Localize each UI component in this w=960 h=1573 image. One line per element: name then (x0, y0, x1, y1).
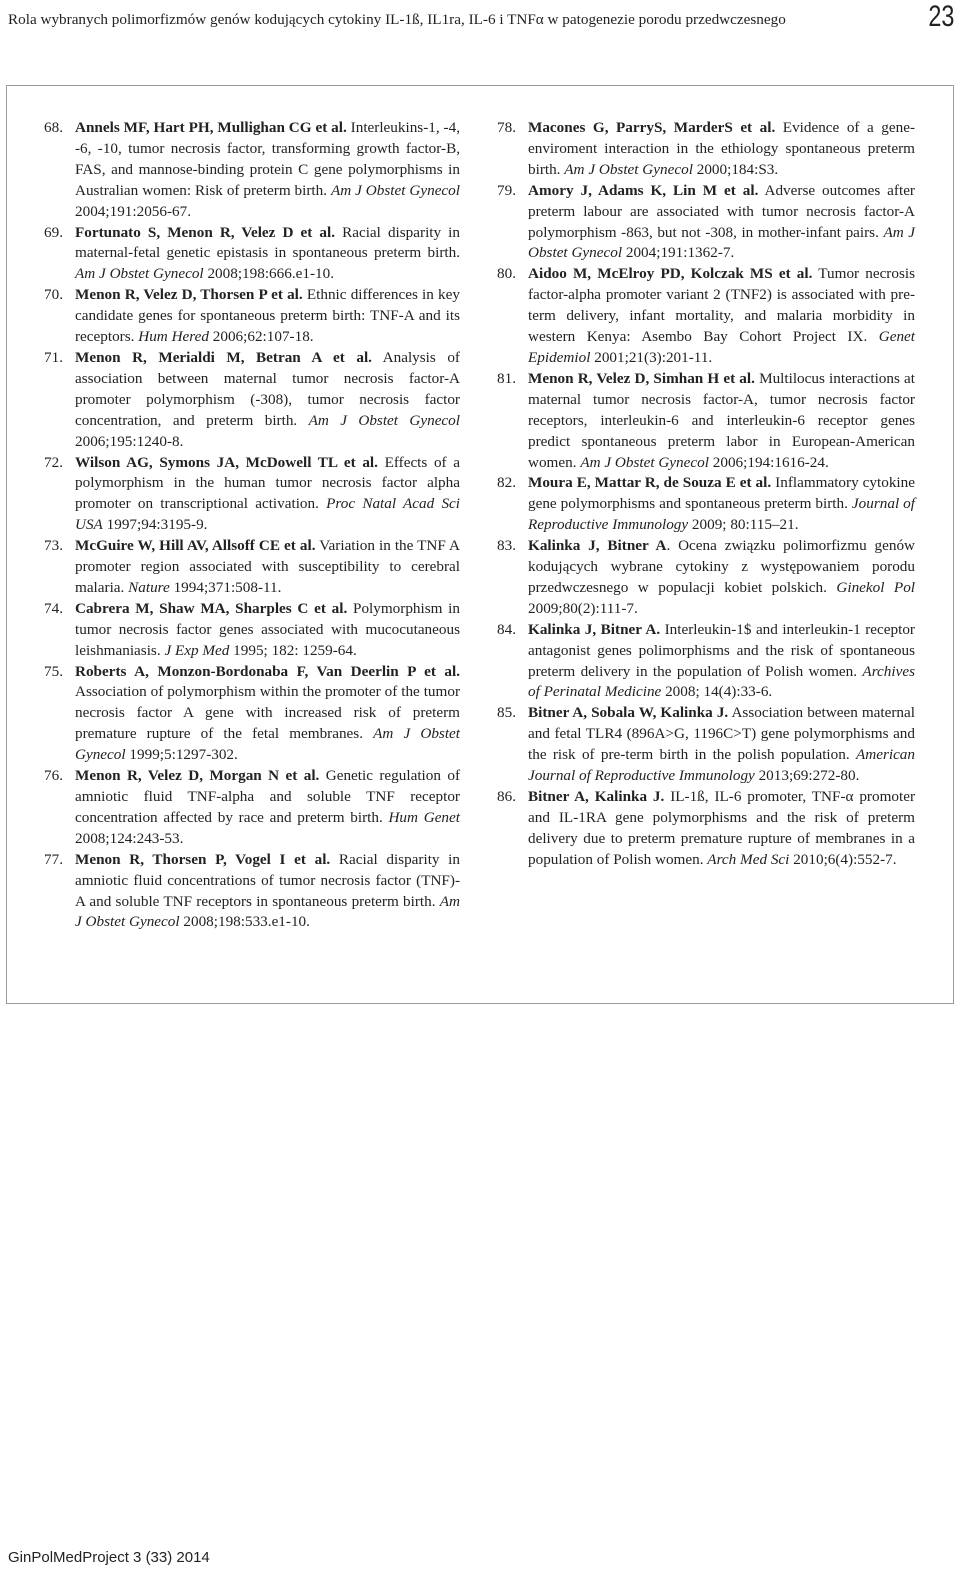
reference-authors: Annels MF, Hart PH, Mullighan CG et al. (75, 119, 347, 136)
reference-journal: Am J Obstet Gynecol (75, 725, 461, 764)
reference-authors: Amory J, Adams K, Lin M et al. (528, 181, 759, 199)
reference-number: 70. (44, 286, 63, 304)
running-title: Rola wybranych polimorfizmów genów kodujących cytokiny IL-1ß, IL1ra, IL-6 i TNFα w patogenezie porodu przedwczesnego (8, 11, 786, 28)
reference-journal: J Exp Med (164, 641, 230, 659)
reference-authors: Menon R, Velez D, Simhan H et al. (528, 369, 755, 387)
reference-details: 2010;6(4):552-7. (789, 850, 897, 868)
reference-details: 2001;21(3):201-11. (590, 348, 713, 366)
footer-journal-issue: GinPolMedProject 3 (33) 2014 (8, 1549, 210, 1566)
reference-authors: Bitner A, Sobala W, Kalinka J. (528, 704, 729, 722)
reference-authors: Macones G, ParryS, MarderS et al. (528, 119, 776, 136)
reference-journal: Hum Hered (138, 328, 209, 346)
reference-number: 69. (44, 223, 63, 241)
reference-authors: McGuire W, Hill AV, Allsoff CE et al. (75, 537, 316, 555)
reference-title: Multilocus interactions at maternal tumor necrosis factor-A, tumor necrosis factor receptors, interleukin-6 and interleukin-6 receptor genes predict spontaneous preterm labor in European-American women. (528, 369, 915, 471)
reference-item (44, 599, 460, 662)
reference-details: 2009;80(2):111-7. (528, 599, 638, 617)
reference-details: 2013;69:272-80. (754, 767, 860, 785)
reference-number: 80. (497, 265, 516, 283)
reference-details: 2008;198:666.e1-10. (203, 265, 334, 283)
references-column-left (44, 118, 460, 933)
reference-details: 1999;5:1297-302. (125, 746, 238, 764)
reference-item (44, 662, 460, 767)
reference-authors: Wilson AG, Symons JA, McDowell TL et al. (75, 453, 378, 471)
reference-title: IL-1ß, IL-6 promoter, TNF-α promoter and IL-1RA gene polymorphisms and the risk of preterm delivery due to preterm premature rupture of membranes in a population of Polish women. (528, 788, 915, 868)
reference-details: 2006;194:1616-24. (708, 453, 829, 471)
reference-title: Genetic regulation of amniotic fluid TNF-alpha and soluble TNF receptor concentration affected by race and preterm birth. (75, 767, 461, 826)
reference-journal: Journal of Reproductive Immunology (528, 495, 915, 534)
reference-item (44, 348, 460, 453)
reference-title: Variation in the TNF A promoter region associated with susceptibility to cerebral malaria. (75, 537, 461, 596)
reference-journal: American Journal of Reproductive Immunology (528, 746, 915, 785)
reference-journal: Arch Med Sci (707, 850, 790, 868)
reference-title: Ethnic differences in key candidate genes for spontaneous preterm birth: TNF-A and its receptors. (75, 286, 460, 346)
reference-title: Racial disparity in maternal-fetal genetic epistasis in spontaneous preterm birth. (75, 223, 460, 262)
reference-item (497, 369, 915, 474)
reference-number: 73. (44, 537, 63, 555)
reference-journal: Am J Obstet Gynecol (308, 411, 460, 429)
reference-title: Inflammatory cytokine gene polymorphisms and spontaneous preterm birth. (528, 474, 915, 513)
running-header (0, 0, 960, 40)
reference-number: 68. (44, 119, 63, 136)
reference-number: 83. (497, 537, 516, 555)
reference-item (44, 118, 460, 223)
reference-item (44, 536, 460, 599)
reference-details: 2008;124:243-53. (75, 829, 184, 847)
reference-details: 2000;184:S3. (692, 160, 779, 178)
reference-details: 2008;198:533.e1-10. (179, 913, 310, 931)
reference-title: Analysis of association between maternal tumor necrosis factor-A promoter polymorphism (-308), tumor necrosis factor concentration, and preterm birth. (75, 348, 460, 429)
reference-authors: Menon R, Merialdi M, Betran A et al. (75, 348, 372, 366)
reference-details: 2009; 80:115–21. (688, 516, 799, 534)
reference-title: Polymorphism in tumor necrosis factor genes associated with mucocutaneous leishmaniasis. (75, 599, 460, 659)
reference-authors: Menon R, Velez D, Morgan N et al. (75, 767, 320, 785)
reference-title: Effects of a polymorphism in the human tumor necrosis factor alpha promoter on transcriptional activation. (75, 453, 461, 513)
reference-number: 84. (497, 620, 516, 638)
reference-number: 77. (44, 850, 63, 868)
reference-journal: Am J Obstet Gynecol (580, 453, 709, 471)
reference-authors: Kalinka J, Bitner A. (528, 620, 661, 638)
reference-journal: Am J Obstet Gynecol (528, 223, 915, 262)
reference-number: 85. (497, 704, 516, 722)
reference-authors: Roberts A, Monzon-Bordonaba F, Van Deerlin P et al. (75, 662, 460, 680)
reference-item (497, 181, 915, 265)
reference-journal: Archives of Perinatal Medicine (528, 662, 915, 701)
reference-journal: Hum Genet (388, 808, 460, 826)
reference-item (44, 766, 460, 850)
reference-title: Interleukins-1, -4, -6, -10, tumor necrosis factor, transforming growth factor-B, FAS, and mannose-binding protein C gene polymorphisms in Australian women: Risk of preterm birth. (75, 119, 460, 199)
reference-details: 1995; 182: 1259-64. (229, 641, 357, 659)
reference-journal: Am J Obstet Gynecol (330, 181, 460, 199)
reference-title: Adverse outcomes after preterm labour are associated with tumor necrosis factor-A polymorphism -863, but not -308, in mother-infant pairs. (528, 181, 915, 241)
reference-number: 76. (44, 767, 63, 785)
reference-journal: Ginekol Pol (836, 578, 916, 596)
reference-details: 1997;94:3195-9. (102, 516, 208, 534)
reference-authors: Fortunato S, Menon R, Velez D et al. (75, 223, 336, 241)
reference-details: 2006;195:1240-8. (75, 432, 184, 450)
reference-number: 74. (44, 599, 63, 617)
reference-item (44, 453, 460, 537)
reference-item (497, 264, 915, 369)
reference-authors: Moura E, Mattar R, de Souza E et al. (528, 474, 772, 492)
reference-title: Interleukin-1$ and interleukin-1 receptor antagonist genes polimorphisms and the risk of spontaneous preterm delivery in the population of Polish women. (528, 620, 915, 680)
reference-journal: Am J Obstet Gynecol (75, 265, 204, 283)
reference-authors: Bitner A, Kalinka J. (528, 788, 665, 805)
reference-title: Association of polymorphism within the promoter of the tumor necrosis factor A gene with increased risk of preterm premature rupture of the fetal membranes. (75, 683, 460, 743)
reference-authors: Cabrera M, Shaw MA, Sharples C et al. (75, 599, 348, 617)
reference-number: 72. (44, 453, 63, 471)
reference-item (497, 536, 915, 620)
reference-journal: Am J Obstet Gynecol (564, 160, 693, 178)
reference-details: 1994;371:508-11. (169, 578, 282, 596)
reference-details: 2004;191:2056-67. (75, 202, 192, 220)
reference-journal: Genet Epidemiol (528, 328, 915, 366)
reference-number: 81. (497, 369, 516, 387)
reference-details: 2006;62:107-18. (208, 328, 314, 346)
reference-item (44, 285, 460, 348)
reference-journal: Nature (128, 578, 170, 596)
reference-authors: Menon R, Velez D, Thorsen P et al. (75, 286, 303, 304)
reference-number: 82. (497, 474, 516, 492)
reference-title: . Ocena związku polimorfizmu genów kodujących wybrane cytokiny z występowaniem porodu przedwczesnego w populacji kobiet polskich. (528, 537, 916, 596)
reference-number: 71. (44, 348, 63, 366)
reference-item (44, 850, 460, 934)
reference-item (497, 473, 915, 536)
reference-number: 86. (497, 788, 516, 805)
reference-item (497, 703, 915, 787)
reference-details: 2004;191:1362-7. (622, 244, 735, 262)
reference-title: Evidence of a gene-enviroment interaction in the ethiology spontaneous preterm birth. (528, 119, 915, 178)
reference-title: Association between maternal and fetal TLR4 (896A>G, 1196C>T) gene polymorphisms and the risk of pre-term birth in the polish population. (528, 704, 915, 764)
reference-journal: Am J Obstet Gynecol (75, 892, 460, 931)
reference-details: 2008; 14(4):33-6. (661, 683, 773, 701)
reference-item (44, 223, 460, 286)
reference-authors: Kalinka J, Bitner A (528, 537, 667, 555)
reference-number: 78. (497, 119, 516, 136)
reference-journal: Proc Natal Acad Sci USA (75, 495, 460, 534)
reference-authors: Menon R, Thorsen P, Vogel I et al. (75, 850, 331, 868)
reference-authors: Aidoo M, McElroy PD, Kolczak MS et al. (528, 265, 813, 283)
reference-item (497, 118, 915, 181)
reference-item (497, 620, 915, 704)
reference-item (497, 787, 915, 871)
reference-number: 75. (44, 662, 63, 680)
reference-title: Tumor necrosis factor-alpha promoter variant 2 (TNF2) is associated with pre-term delivery, infant mortality, and malaria morbidity in western Kenya: Asembo Bay Cohort Project IX. (528, 265, 916, 346)
references-column-right (497, 118, 915, 871)
reference-title: Racial disparity in amniotic fluid concentrations of tumor necrosis factor (TNF)-A and soluble TNF receptors in spontaneous preterm birth. (75, 850, 460, 910)
page-number: 23 (927, 0, 954, 33)
reference-number: 79. (497, 181, 516, 199)
